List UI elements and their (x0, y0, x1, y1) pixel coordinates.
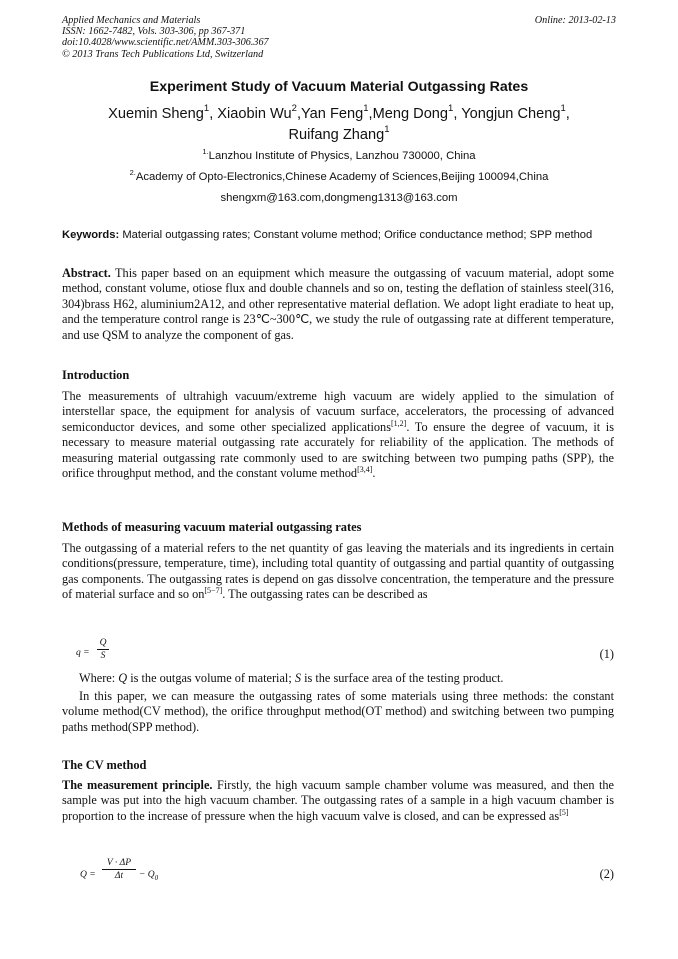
section-heading-methods: Methods of measuring vacuum material outgassing rates (62, 520, 362, 534)
abstract-label: Abstract. (62, 266, 111, 280)
fraction-denominator: S (100, 651, 106, 661)
methods-paragraph (62, 541, 614, 603)
where-text: Where: (79, 671, 119, 685)
fraction-numerator: Q (99, 638, 107, 648)
author-list (62, 104, 616, 146)
author: Yongjun Cheng (461, 106, 561, 122)
citation: [5−7] (204, 586, 223, 596)
author-affiliation-mark: 1 (363, 103, 369, 114)
introduction-text: The measurements of ultrahigh vacuum/extreme high vacuum are widely applied to the simulation of interstellar space, the equipment for analysis of vacuum surface, accelerators, the processing of advanced semiconductor devices, and some other specialized applications (62, 389, 614, 434)
section-heading-introduction: Introduction (62, 368, 130, 382)
paper-title: Experiment Study of Vacuum Material Outgassing Rates (149, 79, 529, 95)
keywords-label: Keywords: (62, 229, 120, 241)
section-heading-cv-method: The CV method (62, 758, 147, 772)
affiliation (62, 147, 616, 162)
equation-fraction (102, 858, 136, 881)
author: Ruifang Zhang (288, 127, 385, 143)
author-affiliation-mark: 1 (448, 103, 454, 114)
citation: [1,2] (391, 418, 407, 428)
copyright-line: © 2013 Trans Tech Publications Ltd, Switzerland (62, 48, 264, 60)
where-text: is the surface area of the testing product. (301, 671, 504, 685)
author: Yan Feng (301, 106, 364, 122)
author: Xiaobin Wu (217, 106, 292, 122)
affiliation-mark: 2. (129, 168, 136, 177)
affiliation (62, 168, 616, 183)
author: Xuemin Sheng (108, 106, 204, 122)
affiliation-text: Academy of Opto-Electronics,Chinese Academy of Sciences,Beijing 100094,China (135, 171, 549, 183)
author-affiliation-mark: 1 (560, 103, 566, 114)
author-separator: , (209, 106, 218, 122)
author-affiliation-mark: 1 (203, 103, 210, 114)
methods-text: . The outgassing rates can be described as (222, 587, 428, 602)
fraction-denominator: Δt (114, 871, 124, 881)
equation-rhs (139, 870, 158, 882)
fraction-bar (102, 869, 136, 870)
equation-1 (62, 638, 614, 672)
equation-2 (62, 858, 614, 892)
abstract (62, 266, 614, 343)
citation: [5] (559, 807, 569, 817)
abstract-text: This paper based on an equipment which measure the outgassing of vacuum material, adopt some method, constant volume, otiose flux and double channels and so on, testing the deflation of stainless steel(316, 304)brass H62, aluminium2A12, and other representative material deflation. We adopt light eradiate to heat up, and the temperature control range is 23℃~300℃, we study the rule of outgassing rate at different temperature, and use QSM to analyze the component of gas. (62, 266, 615, 342)
where-text: is the outgas volume of material; (127, 671, 295, 685)
keywords (62, 228, 616, 242)
equation-number: (2) (599, 867, 614, 881)
introduction-text: . To ensure the degree of vacuum, it is necessary to measure material outgassing rate accurately for reliability of the application. The methods of measuring material outgassing rate commonly used to are switching between two pumping paths (SPP), the orifice throughput method, and the constant volume method (62, 419, 614, 481)
author-affiliation-mark: 1 (384, 124, 390, 135)
equation-lhs: Q = (80, 870, 96, 880)
cv-principle-label: The measurement principle. (62, 778, 213, 792)
author-emails: shengxm@163.com,dongmeng1313@163.com (220, 192, 458, 204)
cv-paragraph (62, 778, 614, 824)
methods-paragraph-2: In this paper, we can measure the outgassing rates of some materials using three methods: the constant volume method(CV method), the orifice throughput method(OT method) and switching between two pumping paths method(SPP method). (62, 689, 614, 734)
keywords-text: Material outgassing rates; Constant volume method; Orifice conductance method; SPP method (122, 229, 593, 241)
equation-fraction (97, 638, 109, 661)
cv-text: Firstly, the high vacuum sample chamber volume was measured, and then the sample was put into the high vacuum chamber. The outgassing rates of a sample in a high vacuum chamber is proportion to the increase of pressure when the high vacuum valve is closed, and can be expressed as (62, 778, 614, 823)
online-date: Online: 2013-02-13 (534, 15, 616, 26)
symbol-s: S (294, 671, 301, 685)
citation: [3,4] (357, 465, 373, 475)
author: Meng Dong (372, 106, 449, 122)
introduction-text: . (372, 466, 376, 481)
fraction-numerator: V · ΔP (106, 858, 132, 868)
equation-lhs: q = (76, 648, 90, 658)
doi-line: doi:10.4028/www.scientific.net/AMM.303-306.367 (62, 37, 269, 49)
affiliation-mark: 1. (202, 147, 209, 156)
issn-line: ISSN: 1662-7482, Vols. 303-306, pp 367-371 (62, 26, 246, 38)
introduction-paragraph (62, 389, 614, 481)
fraction-bar (97, 649, 109, 650)
author-separator: , (296, 106, 302, 122)
journal-header (62, 15, 269, 60)
author-separator: , (453, 106, 462, 122)
author-separator: , (368, 106, 373, 122)
affiliation-text: Lanzhou Institute of Physics, Lanzhou 730000, China (208, 150, 476, 162)
where-line (62, 671, 614, 686)
methods-text: The outgassing of a material refers to the net quantity of gas leaving the materials and its ingredients in certain conditions(pressure, temperature, time), including total quantity of outgassing and partial quantity of outgassing gas components. The outgassing rates is depend on gas dissolve concentration, the temperature and the pressure of material surface and so on (62, 541, 614, 602)
symbol-q: Q (118, 671, 128, 685)
journal-name: Applied Mechanics and Materials (62, 15, 201, 26)
equation-number: (1) (599, 647, 614, 661)
author-affiliation-mark: 2 (291, 103, 297, 114)
equation-rhs-subscript: 0 (154, 873, 159, 882)
author-separator: , (565, 106, 570, 122)
equation-rhs-term: − Q (139, 870, 155, 880)
